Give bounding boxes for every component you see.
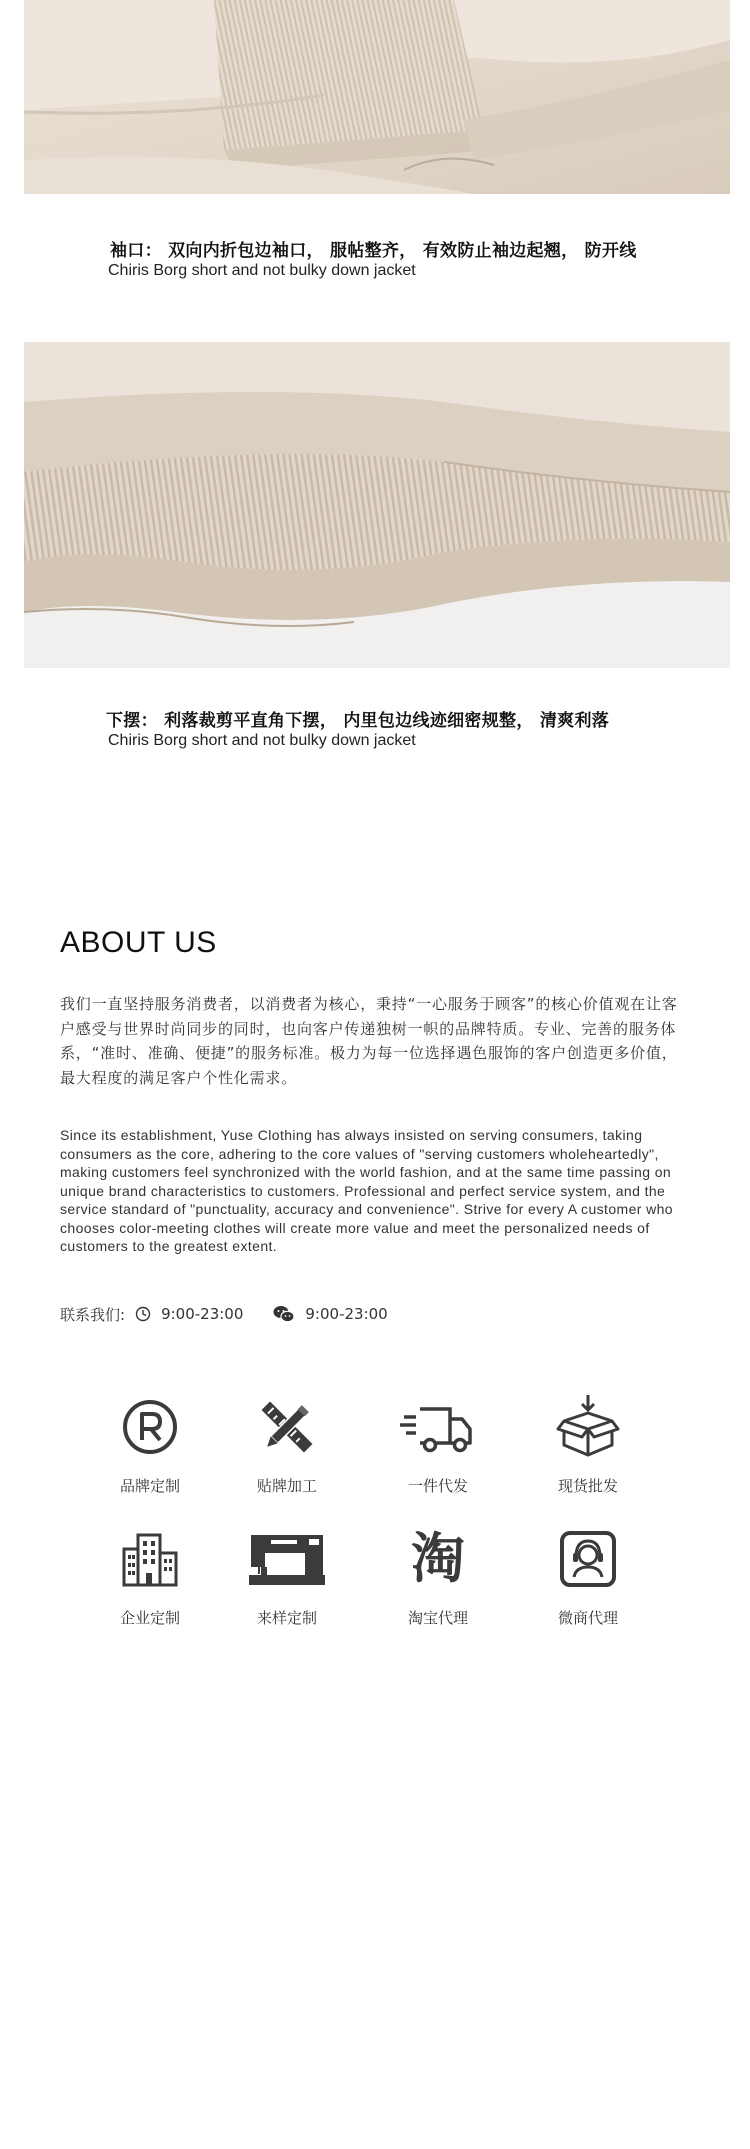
feature-label: 品牌定制 xyxy=(119,1477,180,1495)
feature-label: 贴牌加工 xyxy=(256,1477,317,1495)
feature-dropship xyxy=(378,1395,498,1496)
feature-label: 一件代发 xyxy=(407,1477,468,1495)
contact-row xyxy=(60,1302,388,1326)
feature-wholesale xyxy=(528,1395,648,1496)
customer-service-icon xyxy=(556,1527,620,1591)
feature-brand-custom xyxy=(90,1395,210,1496)
pencil-ruler-icon xyxy=(255,1395,319,1459)
registered-trademark-icon xyxy=(118,1395,182,1459)
taobao-icon: 淘 xyxy=(411,1527,465,1590)
office-building-icon xyxy=(118,1527,182,1591)
feature-label: 现货批发 xyxy=(557,1477,618,1495)
about-us-text-en: Since its establishment, Yuse Clothing has always insisted on serving consumers, taking consumers as the core, adhering to the core values of "serving customers wholeheartedly", making customers feel synchronized with the world fashion, and at the same time passing on unique brand characteristics to customers. Professional and perfect service system, and the service standard of "punctuality, accuracy and convenience". Strive for every A customer who chooses color-meeting clothes will create more value and meet the personalized needs of customers to the greatest extent. xyxy=(60,1127,673,1254)
feature-wechat-business-agent xyxy=(528,1527,648,1628)
hem-caption-cn: 下摆： 利落裁剪平直角下摆， 内里包边线迹细密规整， 清爽利落 xyxy=(106,711,610,731)
sewing-machine-icon xyxy=(255,1527,319,1591)
contact-hours-2: 9:00-23:00 xyxy=(305,1305,388,1323)
feature-label: 微商代理 xyxy=(557,1609,618,1627)
feature-taobao-agent xyxy=(378,1527,498,1628)
wechat-icon xyxy=(273,1305,295,1323)
package-box-icon xyxy=(556,1395,620,1459)
about-us-title: ABOUT US xyxy=(60,926,217,959)
feature-label: 淘宝代理 xyxy=(407,1609,468,1627)
cuff-caption-en: Chiris Borg short and not bulky down jacket xyxy=(108,262,416,279)
contact-hours-1: 9:00-23:00 xyxy=(161,1305,244,1323)
hem-detail-photo xyxy=(24,342,730,668)
cuff-caption-cn: 袖口： 双向内折包边袖口， 服帖整齐， 有效防止袖边起翘， 防开线 xyxy=(110,241,637,261)
feature-label: 企业定制 xyxy=(119,1609,180,1627)
feature-enterprise-custom xyxy=(90,1527,210,1628)
feature-oem xyxy=(227,1395,347,1496)
feature-sample-custom xyxy=(227,1527,347,1628)
hem-caption-en: Chiris Borg short and not bulky down jacket xyxy=(108,732,416,749)
delivery-truck-icon xyxy=(406,1395,470,1459)
cuff-detail-photo xyxy=(24,0,730,194)
clock-icon xyxy=(135,1306,151,1322)
contact-label: 联系我们: xyxy=(60,1305,126,1324)
about-us-text-cn: 我们一直坚持服务消费者，以消费者为核心，秉持“一心服务于顾客”的核心价值观在让客户感受与世界时尚同步的同时，也向客户传递独树一帜的品牌特质。专业、完善的服务体系，“准时、准确、便捷”的服务标准。极力为每一位选择遇色服饰的客户创造更多价值，最大程度的满足客户个性化需求。 xyxy=(60,995,678,1087)
feature-label: 来样定制 xyxy=(256,1609,317,1627)
